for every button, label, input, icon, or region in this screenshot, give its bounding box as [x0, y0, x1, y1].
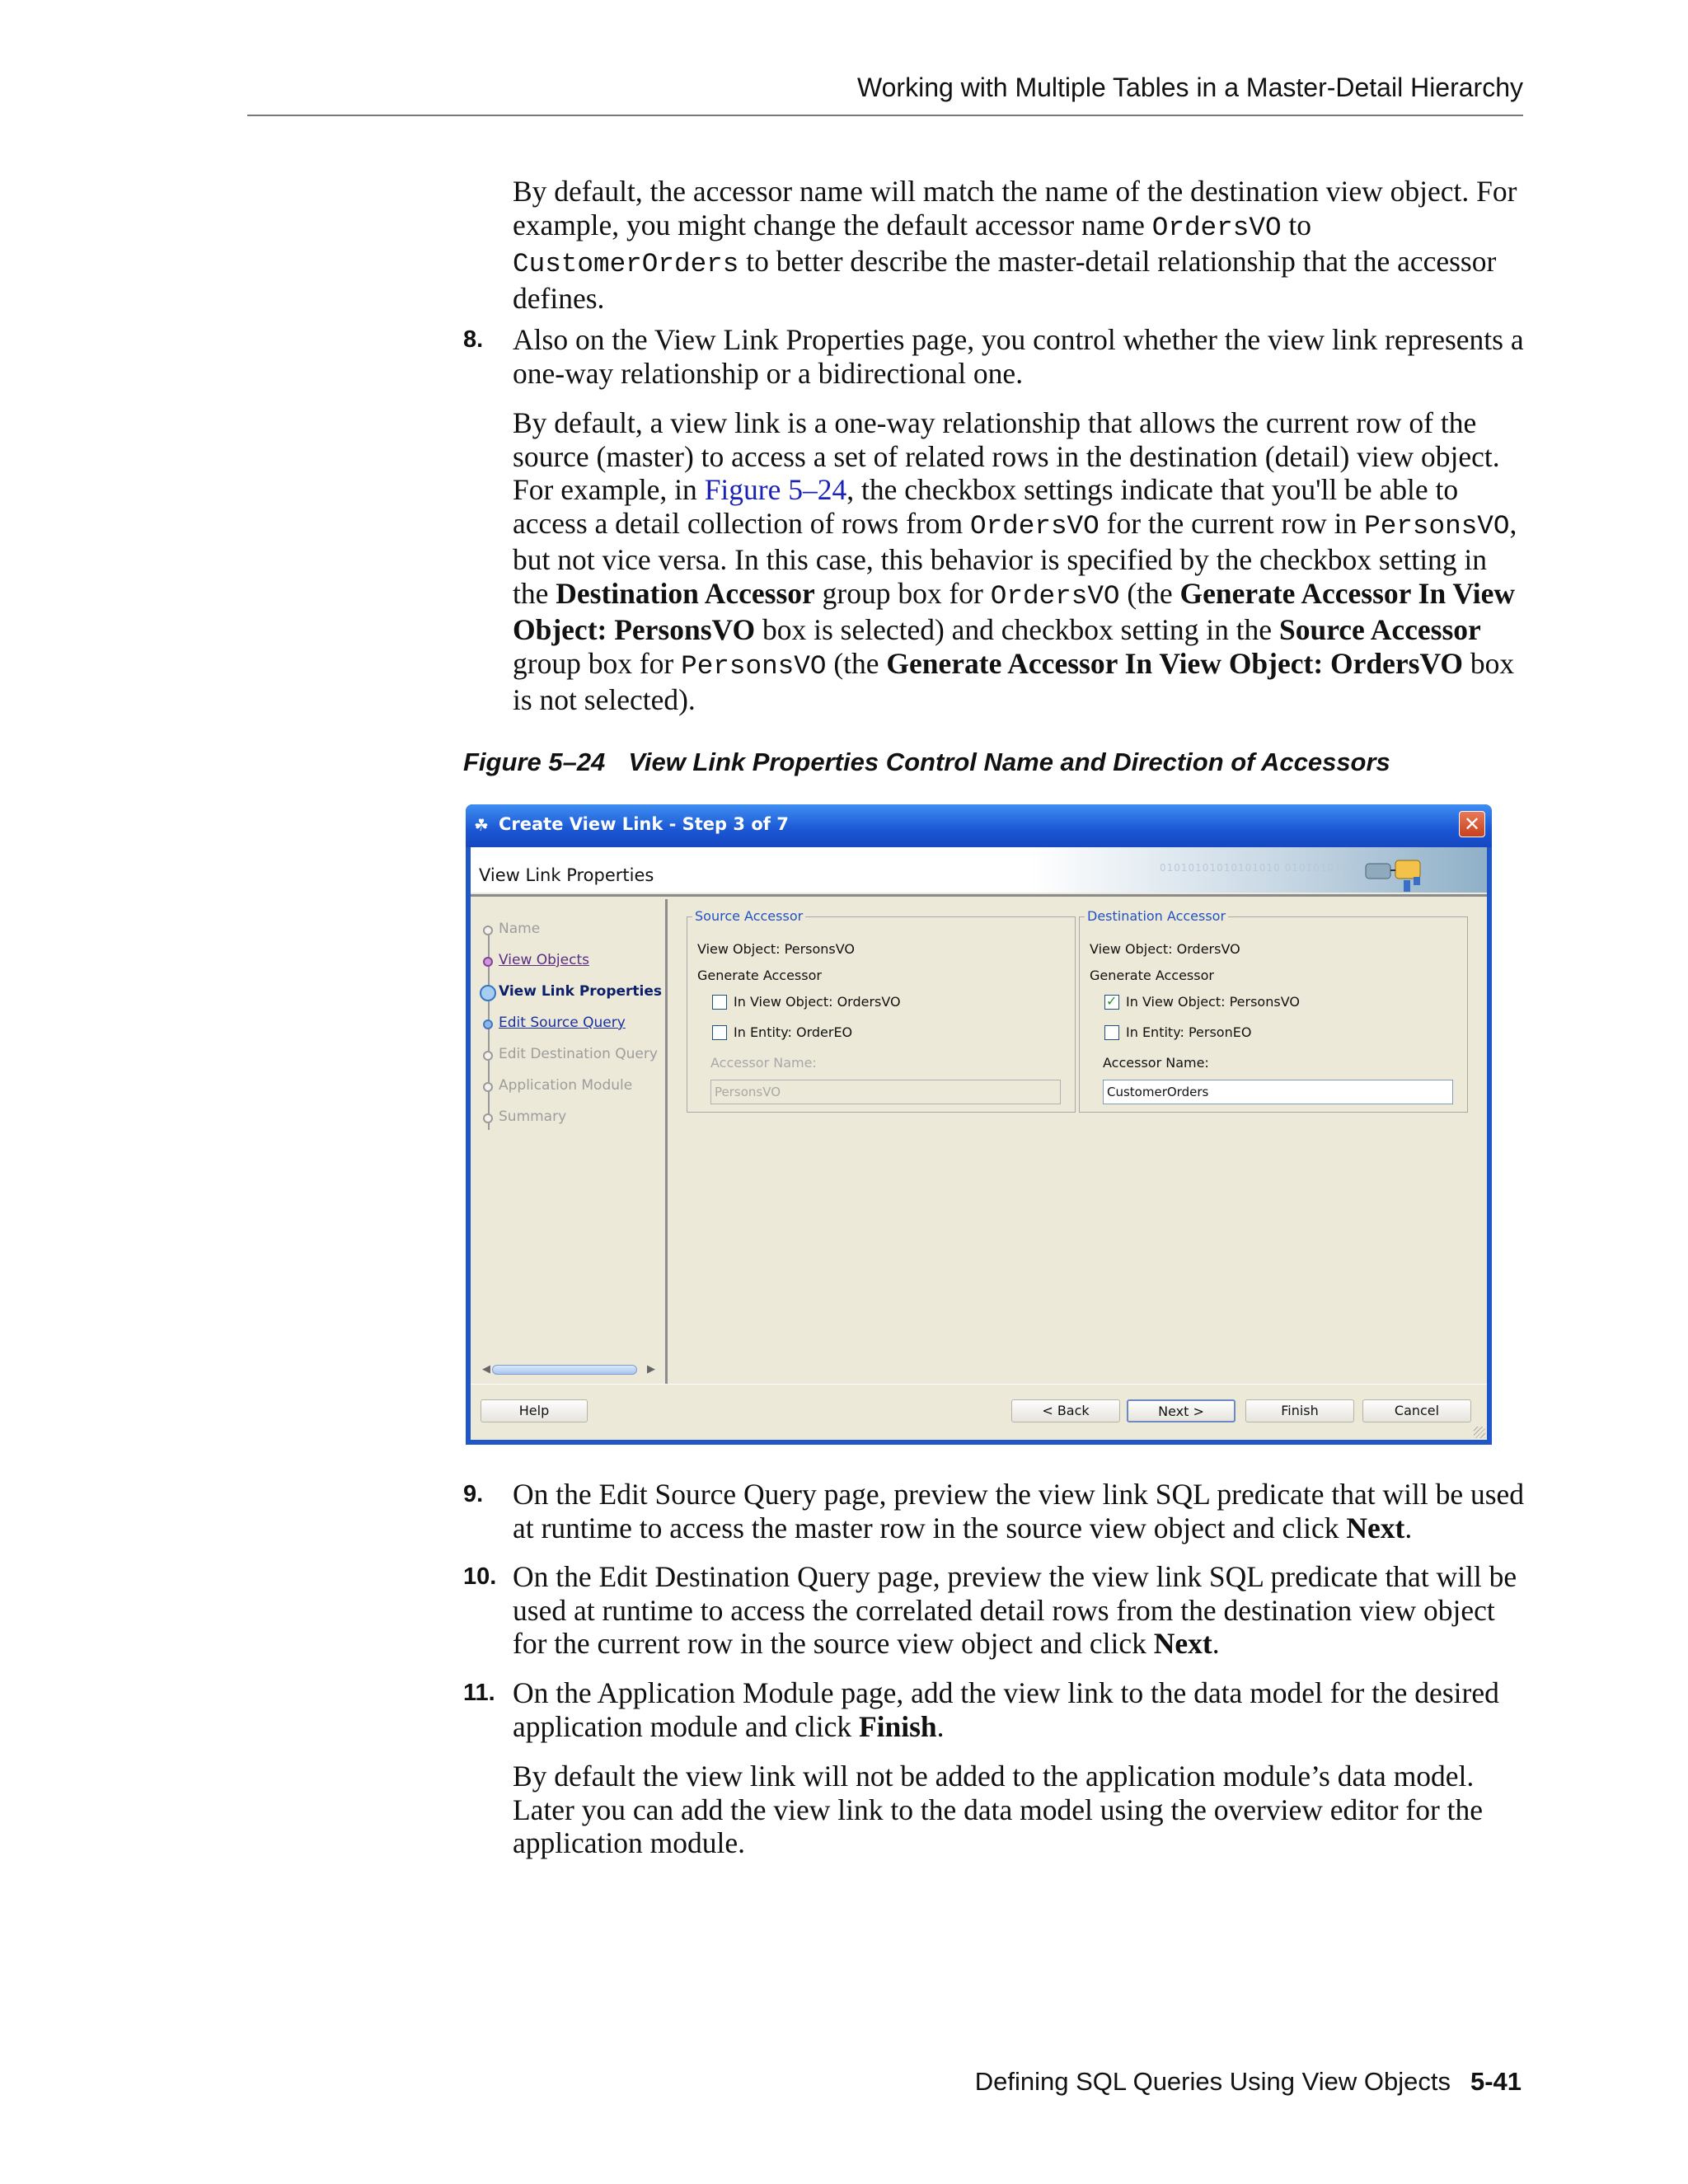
dest-in-view-object-label[interactable]: In View Object: PersonsVO — [1126, 994, 1300, 1010]
scrollbar-thumb[interactable] — [492, 1365, 637, 1375]
finish-button[interactable]: Finish — [1245, 1399, 1354, 1422]
nav-item-application-module: Application Module — [499, 1077, 633, 1094]
figure-title: View Link Properties Control Name and Direction of Accessors — [628, 748, 1390, 776]
cancel-button[interactable]: Cancel — [1362, 1399, 1471, 1422]
close-button[interactable] — [1459, 811, 1485, 837]
nav-item-view-link-properties[interactable]: View Link Properties — [499, 983, 663, 1000]
dialog-title: Create View Link - Step 3 of 7 — [499, 814, 789, 834]
dest-in-view-object-checkbox[interactable] — [1104, 995, 1119, 1010]
step-10-number: 10. — [463, 1563, 497, 1590]
nav-item-edit-destination-query: Edit Destination Query — [499, 1046, 658, 1062]
dest-accessor-name-field[interactable]: CustomerOrders — [1103, 1080, 1453, 1104]
nav-step-dot-current — [480, 985, 496, 1001]
banner-divider — [471, 894, 1487, 897]
scroll-right-icon[interactable]: ▶ — [647, 1363, 655, 1376]
figure-caption — [463, 748, 1390, 777]
step-8-text: Also on the View Link Properties page, you control whether the view link represents a one-way relationship or a bidirectional one. — [513, 323, 1524, 390]
source-generate-accessor-label: Generate Accessor — [697, 968, 822, 983]
source-in-entity-label[interactable]: In Entity: OrderEO — [734, 1024, 853, 1040]
page-number: 5-41 — [1470, 2067, 1522, 2096]
wizard-step-nav — [474, 899, 668, 1384]
help-button[interactable]: Help — [481, 1399, 588, 1422]
nav-step-dot — [483, 1051, 493, 1061]
source-accessor-title: Source Accessor — [692, 908, 805, 924]
running-header: Working with Multiple Tables in a Master-Detail Hierarchy — [857, 73, 1523, 102]
figure-label: Figure 5–24 — [463, 748, 606, 776]
dest-generate-accessor-label: Generate Accessor — [1090, 968, 1214, 983]
wizard-banner — [471, 847, 1487, 893]
source-accessor-group — [687, 908, 1076, 1113]
nav-step-dot — [483, 1082, 493, 1092]
dest-view-object-label: View Object: OrdersVO — [1090, 941, 1240, 957]
dest-in-entity-label[interactable]: In Entity: PersonEO — [1126, 1024, 1252, 1040]
step-9-text: On the Edit Source Query page, preview the view link SQL predicate that will be used at runtime to access the master row in the source view object and click Next. — [513, 1478, 1525, 1544]
step-11-text: On the Application Module page, add the view link to the data model for the desired application module and click Finish. — [513, 1676, 1499, 1743]
source-in-entity-checkbox[interactable] — [712, 1025, 727, 1040]
scroll-left-icon[interactable]: ◀ — [482, 1363, 490, 1376]
destination-accessor-group — [1079, 908, 1468, 1113]
nav-item-edit-source-query[interactable]: Edit Source Query — [499, 1015, 626, 1031]
source-accessor-name-label: Accessor Name: — [710, 1055, 817, 1071]
paragraph-accessor-default: By default, the accessor name will match the name of the destination view object. For example, you might change the default accessor name OrdersVO to CustomerOrders to better describe the master-detail relationship that the accessor defines. — [513, 175, 1517, 315]
paragraph-one-way: By default, a view link is a one-way relationship that allows the current row of the source (master) to access a set of related rows in the destination (detail) view object. For example, in Figure 5–24, the checkbox settings indicate that you'll be able to access a detail collection of rows from OrdersVO for the current row in PersonsVO, but not vice versa. In this case, this behavior is specified by the checkbox setting in the Destination Accessor group box for OrdersVO (the Generate Accessor In View Object: PersonsVO box is selected) and checkbox setting in the Source Accessor group box for PersonsVO (the Generate Accessor In View Object: OrdersVO box is not selected). — [513, 406, 1517, 716]
view-link-graphic-icon — [1362, 852, 1428, 893]
next-button[interactable]: Next > — [1127, 1399, 1236, 1422]
source-accessor-name-field[interactable]: PersonsVO — [710, 1080, 1061, 1104]
source-in-view-object-checkbox[interactable] — [712, 995, 727, 1010]
back-button[interactable]: < Back — [1011, 1399, 1120, 1422]
resize-grip-icon[interactable] — [1474, 1427, 1485, 1438]
header-rule — [247, 115, 1523, 116]
dest-accessor-name-label: Accessor Name: — [1103, 1055, 1209, 1071]
footer-book-title: Defining SQL Queries Using View Objects — [974, 2067, 1451, 2096]
create-view-link-dialog — [466, 804, 1492, 1445]
paragraph-data-model: By default the view link will not be added to the application module’s data model. Later you can add the view link to the data model using the overview editor for the application module. — [513, 1760, 1484, 1859]
page-footer — [975, 2067, 1522, 2097]
step-11-number: 11. — [463, 1680, 495, 1706]
destination-accessor-title: Destination Accessor — [1085, 908, 1228, 924]
dialog-button-row — [471, 1384, 1487, 1434]
nav-item-summary: Summary — [499, 1108, 567, 1125]
banner-binary-decoration: 01010101010101010 01010101010 — [1160, 862, 1363, 874]
dest-in-entity-checkbox[interactable] — [1104, 1025, 1119, 1040]
step-8-number: 8. — [463, 326, 484, 353]
app-icon: ☘ — [474, 815, 489, 835]
close-icon: ✕ — [1463, 813, 1481, 836]
nav-item-name: Name — [499, 921, 541, 937]
source-in-view-object-label[interactable]: In View Object: OrdersVO — [734, 994, 901, 1010]
nav-step-dot — [483, 926, 493, 935]
step-10-text: On the Edit Destination Query page, preview the view link SQL predicate that will be used at runtime to access the correlated detail rows from the destination view object for the current row in the source view object and click Next. — [513, 1560, 1517, 1660]
figure-link[interactable]: Figure 5–24 — [704, 473, 847, 506]
nav-step-dot — [483, 1019, 493, 1029]
nav-step-dot — [483, 1113, 493, 1123]
nav-step-dot — [483, 957, 493, 967]
dialog-titlebar — [466, 804, 1492, 847]
source-view-object-label: View Object: PersonsVO — [697, 941, 855, 957]
dialog-client — [471, 847, 1487, 1440]
nav-horizontal-scrollbar[interactable] — [482, 1363, 655, 1376]
step-9-number: 9. — [463, 1481, 484, 1507]
nav-item-view-objects[interactable]: View Objects — [499, 952, 589, 968]
banner-title: View Link Properties — [479, 865, 654, 885]
